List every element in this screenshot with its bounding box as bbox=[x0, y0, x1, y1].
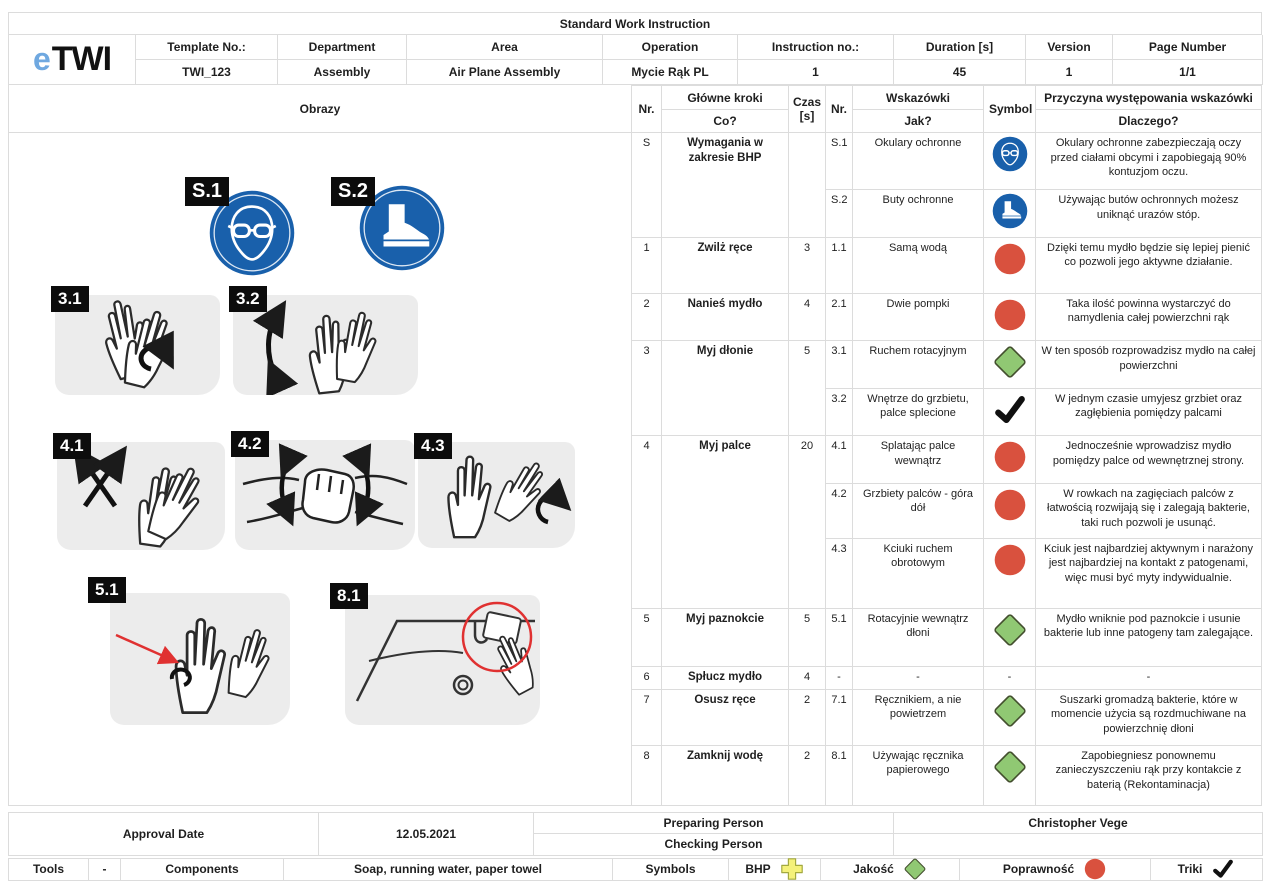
legend-tricks-label: Triki bbox=[1177, 862, 1203, 877]
correctness-circle-icon bbox=[992, 297, 1028, 333]
substep-why: W ten sposób rozprowadzisz mydło na całej powierzchni bbox=[1036, 341, 1262, 389]
step-row bbox=[632, 666, 1262, 689]
image-label: 4.3 bbox=[414, 433, 452, 459]
substep-why: Okulary ochronne zabezpieczają oczy przed ciałami obcymi i zapobiegają 90% kontuzjom oczu. bbox=[1036, 133, 1262, 190]
substep-how: Rotacyjnie wewnątrz dłoni bbox=[853, 608, 984, 666]
header-value-area: Air Plane Assembly bbox=[407, 60, 603, 85]
image-label: 4.1 bbox=[53, 433, 91, 459]
header-value-department: Assembly bbox=[278, 60, 407, 85]
checking-person-label: Checking Person bbox=[534, 834, 894, 856]
substep-how: Okulary ochronne bbox=[853, 133, 984, 190]
step-number: 4 bbox=[632, 436, 662, 609]
substep-how: Splatając palce wewnątrz bbox=[853, 436, 984, 484]
step-row bbox=[632, 608, 1262, 666]
step-row bbox=[632, 689, 1262, 745]
header-label-page: Page Number bbox=[1113, 35, 1263, 60]
no-symbol-dash: - bbox=[1007, 670, 1012, 683]
image-label: 3.2 bbox=[229, 286, 267, 312]
substep-number: 4.2 bbox=[826, 483, 853, 538]
header-label-duration: Duration [s] bbox=[894, 35, 1026, 60]
legend-correctness bbox=[960, 858, 1151, 881]
image-label: S.1 bbox=[185, 177, 229, 206]
substep-symbol bbox=[984, 293, 1036, 341]
substep-how: Grzbiety palców - góra dół bbox=[853, 483, 984, 538]
substep-how: - bbox=[853, 666, 984, 689]
approval-date-label: Approval Date bbox=[9, 812, 319, 856]
substep-symbol bbox=[984, 666, 1036, 689]
substep-why: Suszarki gromadzą bakterie, które w momencie użycia są rozdmuchiwane na powierzchnię dłoni bbox=[1036, 689, 1262, 745]
substep-symbol bbox=[984, 745, 1036, 805]
substep-symbol bbox=[984, 689, 1036, 745]
step-number: 5 bbox=[632, 608, 662, 666]
correctness-circle-icon bbox=[992, 487, 1028, 523]
step-row bbox=[632, 237, 1262, 293]
substep-symbol bbox=[984, 237, 1036, 293]
header-value-page: 1/1 bbox=[1113, 60, 1263, 85]
step-name: Zamknij wodę bbox=[662, 745, 789, 805]
col-header-symbol: Symbol bbox=[984, 86, 1036, 133]
step-name: Myj dłonie bbox=[662, 341, 789, 436]
step-number: 2 bbox=[632, 293, 662, 341]
checking-person-value bbox=[894, 834, 1263, 856]
step-row bbox=[632, 133, 1262, 190]
substep-number: 1.1 bbox=[826, 237, 853, 293]
step-time bbox=[789, 133, 826, 238]
col-header-reason: Przyczyna występowania wskazówki bbox=[1036, 86, 1262, 110]
etwi-logo-text bbox=[33, 40, 111, 79]
header-value-version: 1 bbox=[1026, 60, 1113, 85]
quality-diamond-icon bbox=[903, 857, 927, 881]
substep-why: Jednocześnie wprowadzisz mydło pomiędzy palce od wewnętrznej strony. bbox=[1036, 436, 1262, 484]
approval-section bbox=[8, 812, 1262, 856]
quality-diamond-icon bbox=[992, 612, 1028, 648]
substep-symbol bbox=[984, 388, 1036, 436]
image-label: 8.1 bbox=[330, 583, 368, 609]
header-label-department: Department bbox=[278, 35, 407, 60]
substep-number: - bbox=[826, 666, 853, 689]
step-number: 1 bbox=[632, 237, 662, 293]
step-number: 8 bbox=[632, 745, 662, 805]
substep-how: Samą wodą bbox=[853, 237, 984, 293]
substep-how: Używając ręcznika papierowego bbox=[853, 745, 984, 805]
substep-why: Dzięki temu mydło będzie się lepiej pienić co pozwoli jego aktywne działanie. bbox=[1036, 237, 1262, 293]
substep-how: Wnętrze do grzbietu, palce splecione bbox=[853, 388, 984, 436]
document-header bbox=[8, 35, 1262, 85]
substep-number: 4.1 bbox=[826, 436, 853, 484]
trick-check-icon bbox=[992, 392, 1028, 428]
safety-goggles-icon bbox=[992, 136, 1028, 172]
header-label-instruction: Instruction no.: bbox=[738, 35, 894, 60]
header-value-instruction: 1 bbox=[738, 60, 894, 85]
step-time: 4 bbox=[789, 666, 826, 689]
substep-number: 3.1 bbox=[826, 341, 853, 389]
safety-boots-icon bbox=[992, 193, 1028, 229]
components-value: Soap, running water, paper towel bbox=[284, 858, 613, 881]
substep-symbol bbox=[984, 341, 1036, 389]
step-name: Myj paznokcie bbox=[662, 608, 789, 666]
col-header-time: Czas [s] bbox=[789, 86, 826, 133]
substep-why: Zapobiegniesz ponownemu zanieczyszczeniu rąk przy kontakcie z baterią (Rekontaminacja) bbox=[1036, 745, 1262, 805]
step-number: S bbox=[632, 133, 662, 238]
col-subheader-how: Jak? bbox=[853, 110, 984, 133]
step-name: Zwilż ręce bbox=[662, 237, 789, 293]
legend-correctness-label: Poprawność bbox=[1002, 862, 1075, 877]
substep-number: S.2 bbox=[826, 190, 853, 238]
image-close-tap-paper-towel bbox=[345, 595, 540, 725]
substep-number: 5.1 bbox=[826, 608, 853, 666]
header-label-template: Template No.: bbox=[136, 35, 278, 60]
col-header-hints: Wskazówki bbox=[853, 86, 984, 110]
col-header-step-nr: Nr. bbox=[632, 86, 662, 133]
step-number: 7 bbox=[632, 689, 662, 745]
col-subheader-why: Dlaczego? bbox=[1036, 110, 1262, 133]
header-value-template: TWI_123 bbox=[136, 60, 278, 85]
substep-symbol bbox=[984, 133, 1036, 190]
image-label: 4.2 bbox=[231, 431, 269, 457]
logo-e: e bbox=[32, 41, 51, 77]
substep-symbol bbox=[984, 190, 1036, 238]
header-label-operation: Operation bbox=[603, 35, 738, 60]
preparing-person-value: Christopher Vege bbox=[894, 812, 1263, 834]
step-number: 3 bbox=[632, 341, 662, 436]
substep-why: Mydło wniknie pod paznokcie i usunie bakterie lub inne patogeny tam zalegające. bbox=[1036, 608, 1262, 666]
substep-why: W jednym czasie umyjesz grzbiet oraz zagłębienia pomiędzy palcami bbox=[1036, 388, 1262, 436]
step-time: 20 bbox=[789, 436, 826, 609]
step-time: 2 bbox=[789, 745, 826, 805]
step-name: Myj palce bbox=[662, 436, 789, 609]
step-name: Nanieś mydło bbox=[662, 293, 789, 341]
substep-number: 4.3 bbox=[826, 538, 853, 608]
images-canvas bbox=[9, 133, 631, 775]
substep-number: S.1 bbox=[826, 133, 853, 190]
document-title: Standard Work Instruction bbox=[8, 12, 1262, 35]
substep-how: Dwie pompki bbox=[853, 293, 984, 341]
substep-symbol bbox=[984, 436, 1036, 484]
bhp-plus-icon bbox=[780, 857, 804, 881]
substep-number: 3.2 bbox=[826, 388, 853, 436]
legend-section bbox=[8, 858, 1262, 881]
substep-why: W rowkach na zagięciach palców z łatwością rozwijają się i zalegają bakterie, taki ruch pozwoli je usunąć. bbox=[1036, 483, 1262, 538]
quality-diamond-icon bbox=[992, 344, 1028, 380]
substep-number: 8.1 bbox=[826, 745, 853, 805]
substep-number: 7.1 bbox=[826, 689, 853, 745]
substep-why: - bbox=[1036, 666, 1262, 689]
tools-value: - bbox=[89, 858, 121, 881]
step-time: 4 bbox=[789, 293, 826, 341]
step-name: Osusz ręce bbox=[662, 689, 789, 745]
images-panel bbox=[8, 85, 631, 806]
main-section bbox=[8, 85, 1262, 806]
preparing-person-label: Preparing Person bbox=[534, 812, 894, 834]
legend-bhp bbox=[729, 858, 821, 881]
correctness-circle-icon bbox=[992, 542, 1028, 578]
col-subheader-what: Co? bbox=[662, 110, 789, 133]
image-label: 5.1 bbox=[88, 577, 126, 603]
header-label-area: Area bbox=[407, 35, 603, 60]
substep-how: Buty ochronne bbox=[853, 190, 984, 238]
header-label-version: Version bbox=[1026, 35, 1113, 60]
step-time: 3 bbox=[789, 237, 826, 293]
logo-twi: TWI bbox=[51, 40, 112, 78]
quality-diamond-icon bbox=[992, 749, 1028, 785]
etwi-logo bbox=[9, 35, 136, 85]
legend-tricks bbox=[1151, 858, 1263, 881]
approval-date-value: 12.05.2021 bbox=[319, 812, 534, 856]
substep-why: Kciuk jest najbardziej aktywnym i narażony jest najbardziej na kontakt z patogenami, więc musi być myty indywidualnie. bbox=[1036, 538, 1262, 608]
substep-number: 2.1 bbox=[826, 293, 853, 341]
symbols-label: Symbols bbox=[613, 858, 729, 881]
image-wash-nails bbox=[110, 593, 290, 725]
step-row bbox=[632, 293, 1262, 341]
image-label: 3.1 bbox=[51, 286, 89, 312]
correctness-circle-icon bbox=[992, 241, 1028, 277]
header-value-duration: 45 bbox=[894, 60, 1026, 85]
step-row bbox=[632, 341, 1262, 389]
steps-table bbox=[631, 85, 1262, 806]
legend-bhp-label: BHP bbox=[745, 862, 771, 877]
legend-quality bbox=[821, 858, 960, 881]
header-value-operation: Mycie Rąk PL bbox=[603, 60, 738, 85]
step-time: 5 bbox=[789, 608, 826, 666]
images-panel-title: Obrazy bbox=[9, 85, 631, 133]
step-time: 5 bbox=[789, 341, 826, 436]
col-header-main-steps: Główne kroki bbox=[662, 86, 789, 110]
substep-how: Kciuki ruchem obrotowym bbox=[853, 538, 984, 608]
correctness-circle-icon bbox=[992, 439, 1028, 475]
substep-how: Ruchem rotacyjnym bbox=[853, 341, 984, 389]
work-instruction-document bbox=[8, 12, 1262, 881]
tools-label: Tools bbox=[9, 858, 89, 881]
step-row bbox=[632, 436, 1262, 484]
trick-check-icon bbox=[1211, 857, 1235, 881]
quality-diamond-icon bbox=[992, 693, 1028, 729]
components-label: Components bbox=[121, 858, 284, 881]
correctness-circle-icon bbox=[1083, 857, 1107, 881]
legend-quality-label: Jakość bbox=[853, 862, 894, 877]
step-number: 6 bbox=[632, 666, 662, 689]
substep-why: Taka ilość powinna wystarczyć do namydlenia całej powierzchni rąk bbox=[1036, 293, 1262, 341]
image-label: S.2 bbox=[331, 177, 375, 206]
step-time: 2 bbox=[789, 689, 826, 745]
substep-symbol bbox=[984, 483, 1036, 538]
step-name: Spłucz mydło bbox=[662, 666, 789, 689]
substep-symbol bbox=[984, 538, 1036, 608]
substep-why: Używając butów ochronnych możesz uniknąć urazów stóp. bbox=[1036, 190, 1262, 238]
step-row bbox=[632, 745, 1262, 805]
col-header-substep-nr: Nr. bbox=[826, 86, 853, 133]
step-name: Wymagania w zakresie BHP bbox=[662, 133, 789, 238]
substep-symbol bbox=[984, 608, 1036, 666]
substep-how: Ręcznikiem, a nie powietrzem bbox=[853, 689, 984, 745]
